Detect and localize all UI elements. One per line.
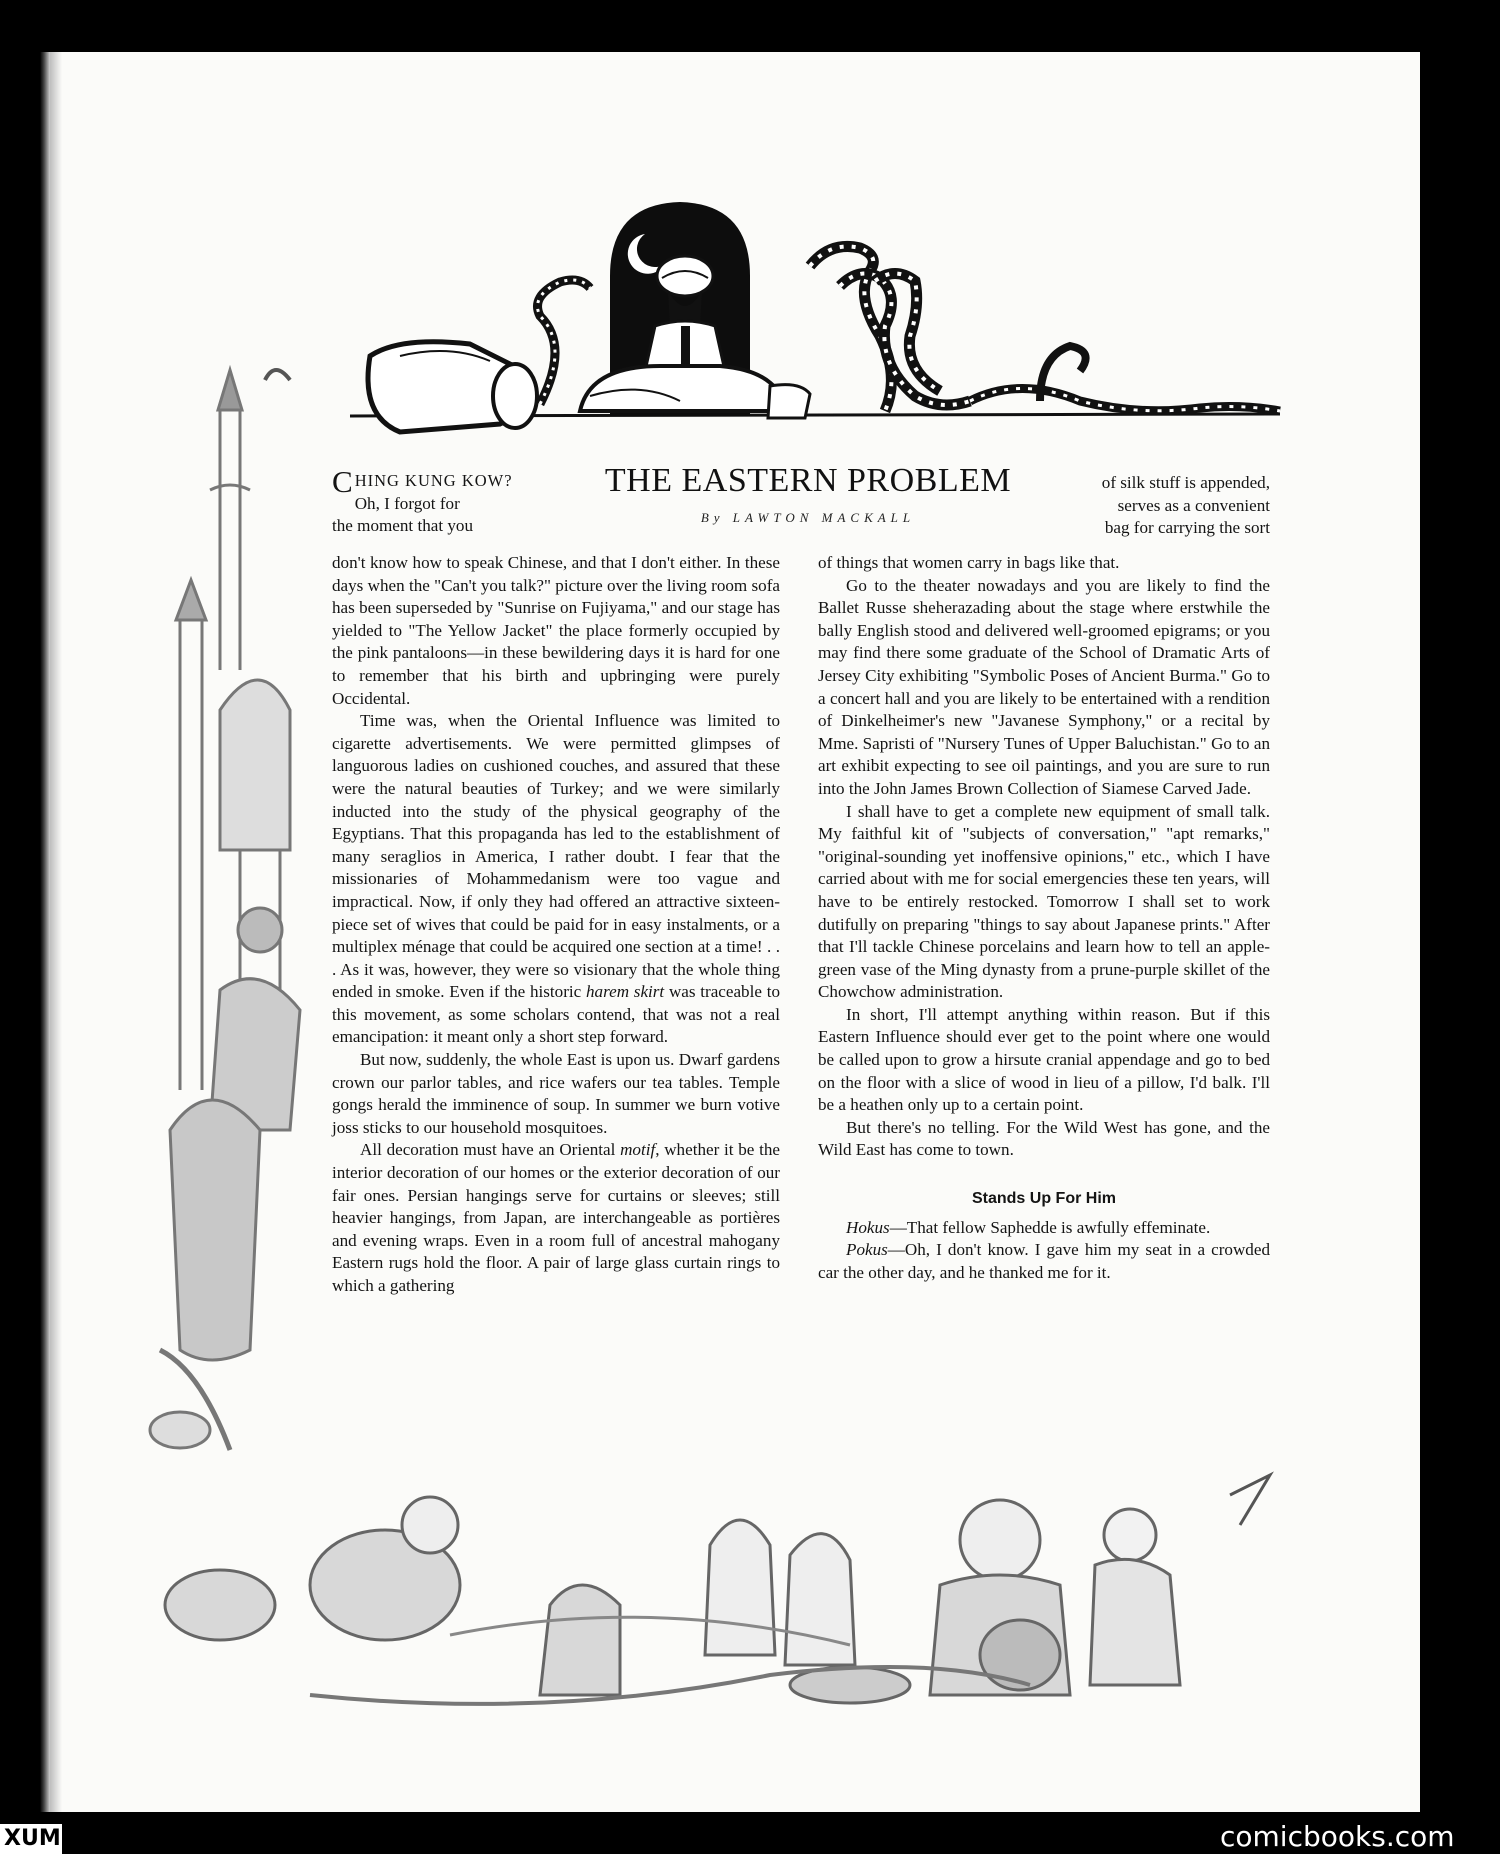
drum-icon	[368, 342, 537, 432]
paragraph: don't know how to speak Chinese, and that I don't either. In these days when the "Can't you talk?" picture over the living room sofa has been superseded by "Sunrise on Fujiyama," and our stage has yielded to "The Yellow Jacket" the place formerly occupied by the pink pantaloons—in these bewildering days it is hard for one to remember that his birth and upbringing were purely Occidental.	[332, 553, 780, 708]
wrap-right-line-1: of silk stuff is appended,	[1101, 473, 1270, 492]
paragraph: In short, I'll attempt anything within reason. But if this Eastern Influence should ever get to the point where one would be called upon to grow a hirsute cranial appendage and go to bed on the floor with a slice of wood in lieu of a pillow, I'd balk. I'll be a heathen only up to a certain point.	[818, 1004, 1270, 1115]
joke-line-1	[818, 1217, 1270, 1240]
text-column-left	[332, 552, 780, 1298]
opening-line-1: Oh, I forgot for	[354, 493, 460, 513]
paragraph: I shall have to get a complete new equipment of small talk. My faithful kit of "subjects of conversation," "apt remarks," "original-sounding yet inoffensive opinions," etc., which I have carried about with me for social emergencies these ten years, will have to be entirely restocked. Tomorrow I shall set to work dutifully on preparing "things to say about Japanese prints." After that I'll tackle Chinese porcelains and learn how to tell an apple-green vase of the Ming dynasty from a prune-purple skillet of the Chowchow administration.	[818, 801, 1270, 1002]
paragraph: of things that women carry in bags like that.	[818, 553, 1120, 572]
joke-text: —That fellow Saphedde is awfully effeminate.	[889, 1217, 1211, 1237]
hookah-scene-illustration	[150, 1455, 1290, 1720]
paragraph: But there's no telling. For the Wild West has gone, and the Wild East has come to town.	[818, 1117, 1270, 1160]
article-byline: By LAWTON MACKALL	[700, 510, 916, 525]
binding-edge	[0, 52, 50, 1812]
paragraph: Time was, when the Oriental Influence was limited to cigarette advertisements. We were permitted glimpses of languorous ladies on cushioned couches, and assured that these were the natural beauties of Turkey; and we were similarly inducted into the study of the physical geography of the Egyptians. That this propaganda has led to the establishment of many seraglios in America, I rather doubt. I fear that the missionaries of Mohammedanism were too vague and impractical. Now, if only they had offered an attractive sixteen-piece set of wives that could be paid for in easy instalments, or a multiplex ménage that could be acquired one section at a time! . . . As it was, however, they were so visionary that the whole thing ended in smoke. Even if the historic harem skirt was traceable to this movement, as some scholars contend, that was not a real emancipation: it meant only a short step forward.	[332, 711, 780, 1047]
article-title: THE EASTERN PROBLEM	[604, 462, 1012, 499]
opening-caps: HING KUNG KOW?	[354, 471, 513, 490]
paragraph: Go to the theater nowadays and you are likely to find the Ballet Russe sheherazading about the stage where erstwhile the bally English stood and delivered well-groomed epigrams; or you may find there some graduate of the School of Dramatic Arts of Jersey City exhibiting "Symbolic Poses of Ancient Burma." Go to a concert hall and you are likely to be entertained with a rendition of Dinkelheimer's new "Javanese Symphony," or a recital by Mme. Sapristi of "Nursery Tunes of Upper Baluchistan." Go to an art exhibit expecting to see oil paintings, and you are sure to run into the John James Brown Collection of Siamese Carved Jade.	[818, 575, 1270, 798]
minaret-border-illustration	[140, 370, 330, 1490]
wrap-right-line-2: serves as a convenient	[1117, 495, 1270, 515]
opening-line-2: the moment that you	[332, 516, 473, 536]
wrap-right-line-3: bag for carrying the sort	[1104, 518, 1270, 538]
opening-lines	[332, 464, 557, 538]
paragraph: All decoration must have an Oriental motif, whether it be the interior decoration of our homes or the exterior decoration of our fair ones. Persian hangings serve for curtains or sleeves; still heavier hangings, from Japan, are interchangeable as portières and evening wraps. Even in a room full of ancestral mahogany Eastern rugs hold the floor. A pair of large glass curtain rings to which a gathering	[332, 1140, 780, 1295]
wrapped-lines-right	[1045, 472, 1270, 540]
joke-heading: Stands Up For Him	[971, 1190, 1116, 1208]
cobra-icon	[810, 246, 1280, 411]
text-column-right	[818, 552, 1270, 1284]
speaker-name: Pokus	[846, 1240, 888, 1260]
drop-cap: C	[332, 464, 353, 499]
joke-text: —Oh, I don't know. I gave him my seat in a crowded car the other day, and he thanked me for it.	[818, 1240, 1270, 1282]
corner-tag: XUM	[0, 1824, 62, 1854]
site-watermark: comicbooks.com	[1220, 1820, 1455, 1853]
paragraph: But now, suddenly, the whole East is upon us. Dwarf gardens crown our parlor tables, and rice wafers our tea tables. Temple gongs herald the imminence of soup. In summer we burn votive joss sticks to our household mosquitoes.	[332, 1050, 780, 1137]
joke-line-2	[818, 1239, 1270, 1284]
snake-charmer-illustration	[340, 196, 1300, 441]
speaker-name: Hokus	[846, 1217, 890, 1237]
spine-shadow	[50, 52, 62, 1812]
